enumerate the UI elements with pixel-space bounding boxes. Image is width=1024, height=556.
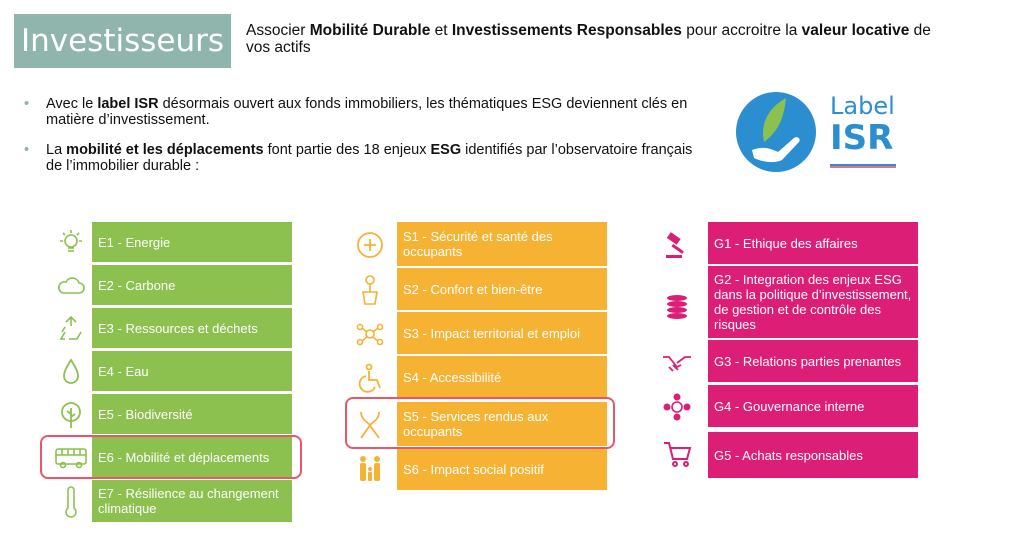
bullet-item: • Avec le label ISR désormais ouvert aux fonds immobiliers, les thématiques ESG deviennent clés en matière d’investissement. [24, 96, 688, 128]
people-circle-icon [660, 390, 694, 424]
tree-icon [54, 398, 88, 432]
esg-item-e1: E1 - Energie [92, 222, 292, 262]
flower-pot-icon [353, 273, 387, 307]
bullet-icon: • [24, 96, 30, 112]
water-drop-icon [54, 355, 88, 389]
medical-cross-icon [353, 228, 387, 262]
esg-item-e6: E6 - Mobilité et déplacements [92, 437, 292, 477]
esg-item-s3: S3 - Impact territorial et emploi [397, 312, 607, 354]
esg-item-g1: G1 - Ethique des affaires [708, 222, 918, 264]
esg-item-g3: G3 - Relations parties prenantes [708, 340, 918, 382]
handshake-icon [660, 347, 694, 381]
esg-item-e2: E2 - Carbone [92, 265, 292, 305]
logo-underline [830, 164, 896, 168]
gavel-icon [660, 228, 694, 262]
leaf-hand-icon [734, 90, 818, 174]
esg-item-g2: G2 - Integration des enjeux ESG dans la politique d’investissement, de gestion et de contrôle des risques [708, 266, 918, 338]
esg-item-s6: S6 - Impact social positif [397, 448, 607, 490]
bullet-icon: • [24, 142, 30, 158]
esg-item-g5: G5 - Achats responsables [708, 432, 918, 478]
label-isr-logo [734, 88, 914, 178]
page-title: Investisseurs [14, 14, 231, 68]
lightbulb-icon [54, 226, 88, 260]
esg-item-g4: G4 - Gouvernance interne [708, 385, 918, 427]
cloud-icon [54, 269, 88, 303]
logo-isr-text: ISR [830, 118, 894, 158]
thermometer-icon [54, 486, 88, 520]
recycle-icon [54, 312, 88, 346]
esg-item-s4: S4 - Accessibilité [397, 356, 607, 398]
esg-item-s1: S1 - Sécurité et santé des occupants [397, 222, 607, 266]
services-highlight-frame [345, 397, 615, 449]
family-icon [353, 452, 387, 486]
page-subtitle: Associer Mobilité Durable et Investissements Responsables pour accroitre la valeur locative de vos actifs [246, 22, 931, 56]
wheelchair-icon [353, 361, 387, 395]
esg-item-e3: E3 - Ressources et déchets [92, 308, 292, 348]
bullet-list [22, 96, 712, 188]
esg-item-s5: S5 - Services rendus aux occupants [397, 402, 607, 446]
logo-label-text: Label [830, 92, 895, 120]
cart-icon [660, 437, 694, 471]
esg-item-e4: E4 - Eau [92, 351, 292, 391]
bullet-item: • La mobilité et les déplacements font partie des 18 enjeux ESG identifiés par l’observatoire français de l’immobilier durable : [24, 142, 693, 174]
esg-item-e7: E7 - Résilience au changement climatique [92, 480, 292, 522]
esg-item-s2: S2 - Confort et bien-être [397, 268, 607, 310]
coins-icon [660, 290, 694, 324]
esg-item-e5: E5 - Biodiversité [92, 394, 292, 434]
mobility-highlight-frame [40, 435, 302, 479]
network-icon [353, 317, 387, 351]
